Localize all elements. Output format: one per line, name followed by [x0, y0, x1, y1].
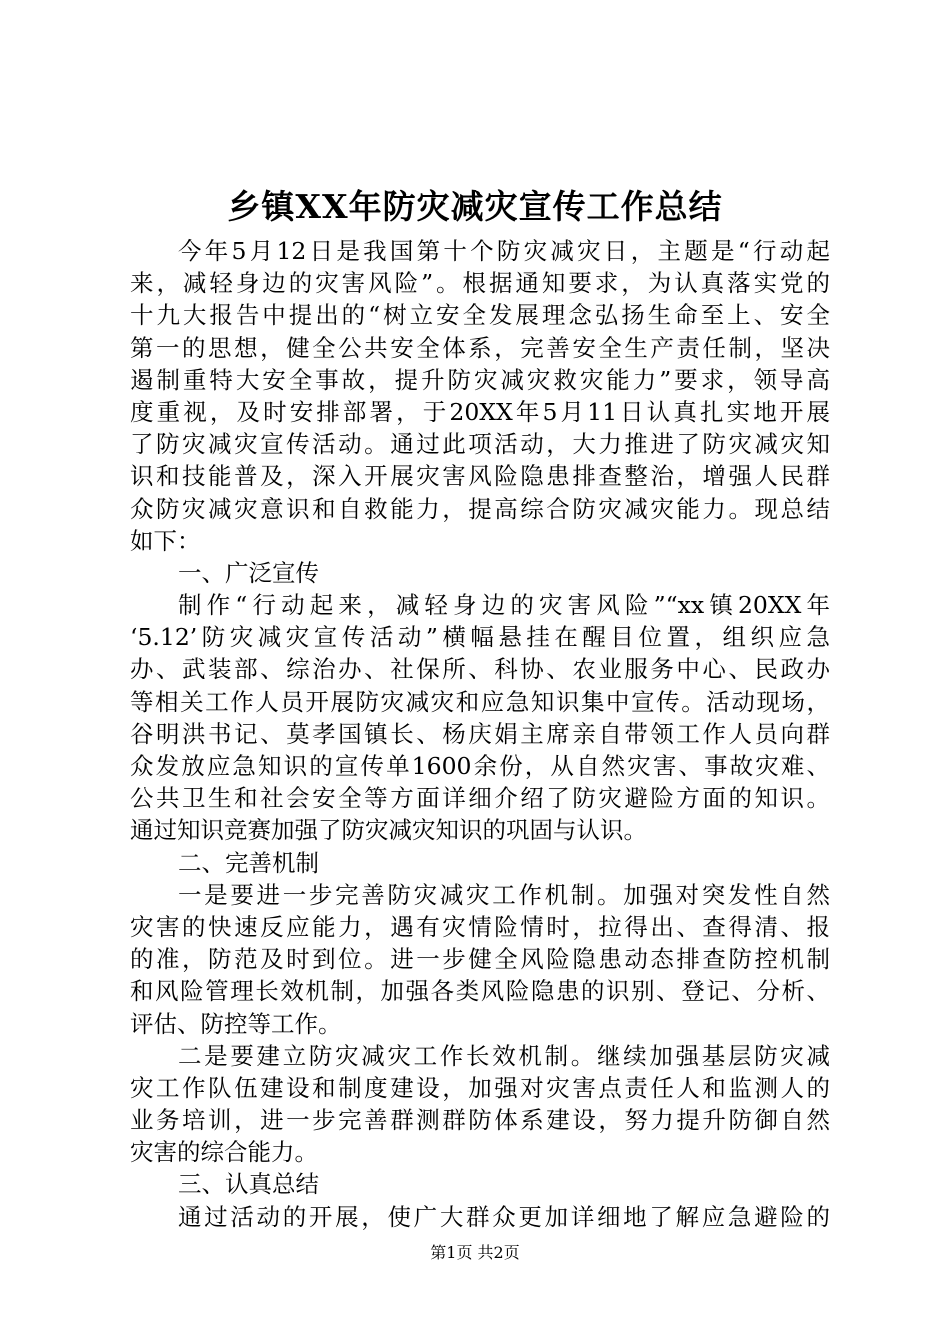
- text-line: 今年5月12日是我国第十个防灾减灾日，主题是“行动起: [178, 237, 830, 265]
- text-line: 业务培训，进一步完善群测群防体系建设，努力提升防御自然: [130, 1106, 830, 1135]
- text-line: 来，减轻身边的灾害风险”。根据通知要求，为认真落实党的: [130, 269, 830, 298]
- document-body: [130, 235, 830, 1233]
- text-line: 灾工作队伍建设和制度建设，加强对灾害点责任人和监测人的: [130, 1073, 830, 1102]
- text-line: 谷明洪书记、莫孝国镇长、杨庆娟主席亲自带领工作人员向群: [130, 719, 830, 748]
- text-line: 的准，防范及时到位。进一步健全风险隐患动态排查防控机制: [130, 945, 830, 974]
- text-line: ‘5.12’防灾减灾宣传活动”横幅悬挂在醒目位置，组织应急: [130, 623, 830, 652]
- text-line: 第一的思想，健全公共安全体系，完善安全生产责任制，坚决: [130, 333, 830, 362]
- text-line: 二、完善机制: [178, 848, 319, 877]
- text-line: 和风险管理长效机制，加强各类风险隐患的识别、登记、分析、: [130, 977, 830, 1006]
- text-line: 了防灾减灾宣传活动。通过此项活动，大力推进了防灾减灾知: [130, 430, 830, 459]
- text-line: 识和技能普及，深入开展灾害风险隐患排查整治，增强人民群: [130, 462, 830, 491]
- text-line: 制作“行动起来，减轻身边的灾害风险”“xx镇20XX年: [178, 591, 830, 620]
- text-line: 公共卫生和社会安全等方面详细介绍了防灾避险方面的知识。: [130, 784, 830, 813]
- text-line: 通过知识竞赛加强了防灾减灾知识的巩固与认识。: [130, 816, 647, 845]
- text-line: 评估、防控等工作。: [130, 1009, 342, 1038]
- text-line: 办、武装部、综治办、社保所、科协、农业服务中心、民政办: [130, 655, 830, 684]
- text-line: 二是要建立防灾减灾工作长效机制。继续加强基层防灾减: [178, 1041, 830, 1070]
- document-title: 乡镇XX年防灾减灾宣传工作总结: [227, 187, 723, 226]
- text-line: 等相关工作人员开展防灾减灾和应急知识集中宣传。活动现场，: [130, 687, 830, 716]
- text-line: 一、广泛宣传: [178, 558, 319, 587]
- text-line: 灾害的综合能力。: [130, 1138, 318, 1167]
- text-line: 度重视，及时安排部署，于20XX年5月11日认真扎实地开展: [130, 397, 830, 426]
- text-line: 遏制重特大安全事故，提升防灾减灾救灾能力”要求，领导高: [130, 365, 830, 394]
- text-line: 通过活动的开展，使广大群众更加详细地了解应急避险的: [178, 1202, 830, 1231]
- text-line: 如下：: [130, 526, 201, 555]
- text-line: 十九大报告中提出的“树立安全发展理念弘扬生命至上、安全: [130, 301, 830, 330]
- text-line: 众发放应急知识的宣传单1600余份，从自然灾害、事故灾难、: [130, 752, 830, 780]
- text-line: 众防灾减灾意识和自救能力，提高综合防灾减灾能力。现总结: [130, 494, 830, 523]
- text-line: 一是要进一步完善防灾减灾工作机制。加强对突发性自然: [178, 880, 830, 909]
- text-line: 灾害的快速反应能力，遇有灾情险情时，拉得出、查得清、报: [130, 912, 830, 941]
- text-line: 三、认真总结: [178, 1170, 319, 1199]
- page-footer: 第1页 共2页: [430, 1243, 520, 1262]
